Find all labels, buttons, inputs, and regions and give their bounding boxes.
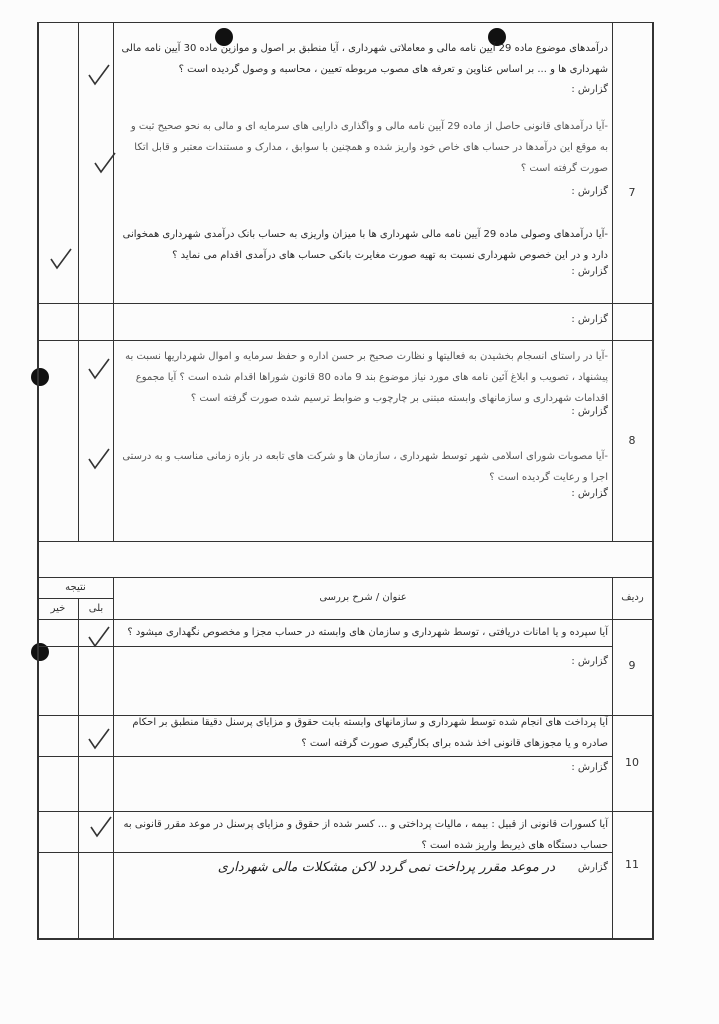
header-top: [37, 577, 654, 578]
row-9-split: [37, 646, 613, 647]
col-line-result-title-2: [113, 577, 114, 938]
section-11-handwritten-answer: در موعد مقرر پرداخت نمی گردد لاکن مشکلات مالی شهرداری: [217, 860, 555, 875]
checkmark-11: [88, 814, 114, 840]
section-7-question-2: -آیا درآمدهای قانونی حاصل از ماده 29 آیین نامه مالی و واگذاری دارایی های سرمایه ای و مالی به نحو صحیح ثبت و به موقع این درآمدها در حساب های خاص خود واریز شده و همچنین با سوابق ، مدارک و مستندات معتبر و قابل اتکا صورت گرفته است ؟: [130, 121, 608, 174]
section-8-question-1: -آیا در راستای انسجام بخشیدن به فعالیتها و نظارت صحیح بر حسن اداره و حفظ سرمایه و اموال شهرداریها نسبت به پیشنهاد ، تصویب و ابلاغ آئین نامه های مورد نیاز موضوع بند 9 ماده 80 قانون شوراها اقدام شده است ؟ آیا مجموع اقدامات شهرداری و سازمانهای وابسته مبتنی بر چارچوب و ضوابط ترسیم شده صورت گرفته است ؟: [125, 351, 608, 404]
header-no: خیر: [50, 603, 66, 614]
checkmark-7-2: [92, 150, 118, 176]
row-10-split: [37, 756, 613, 757]
section-8-report-1: گزارش :: [571, 406, 608, 417]
checkmark-8-2: [86, 446, 112, 472]
row-7-bottom: [37, 303, 654, 304]
section-7-question-3: -آیا درآمدهای وصولی ماده 29 آیین نامه مالی شهرداری ها با میزان واریزی به حساب بانک درآمدی شهرداری همخوانی دارد و در این خصوص شهرداری نسبت به تهیه صورت مغایرت بانکی حساب های درآمدی اقدام می نماید ؟: [122, 229, 608, 261]
section-7-report-3: گزارش :: [571, 266, 608, 277]
col-line-yes-no-2: [78, 598, 79, 938]
row-number-7: 7: [628, 186, 636, 199]
frame-right: [652, 22, 654, 940]
checkmark-9: [86, 624, 112, 650]
row-number-11: 11: [625, 858, 639, 871]
col-line-result-title: [113, 22, 114, 542]
col-line-yes-no: [78, 22, 79, 542]
section-10-question: آیا پرداخت های انجام شده توسط شهرداری و سازمانهای وابسته بابت حقوق و مزایای پرسنل دقیقا منطبق بر احکام صادره و یا مجوزهای قانونی اخذ شده برای بکارگیری صورت گرفته است ؟: [132, 717, 608, 749]
header-result-split: [37, 598, 114, 599]
header-yes: بلی: [88, 603, 104, 614]
header-result: نتیجه: [65, 582, 86, 593]
section-8-question-2: -آیا مصوبات شورای اسلامی شهر توسط شهرداری ، سازمان ها و شرکت های تابعه در بازه زمانی مناسب و به درستی اجرا و رعایت گردیده است ؟: [122, 451, 608, 483]
frame-top: [37, 22, 654, 23]
section-7-report-summary: گزارش :: [571, 314, 608, 325]
section-8-report-2: گزارش :: [571, 488, 608, 499]
section-7-question-1: درآمدهای موضوع ماده 29 آیین نامه مالی و معاملاتی شهرداری ، آیا منطبق بر اصول و موازین ماده 30 آیین نامه مالی شهرداری ها و ... بر اساس عناوین و تعرفه های مصوب مربوطه تعیین ، محاسبه و وصول گردیده است ؟: [121, 43, 608, 75]
header-row: ردیف: [621, 592, 644, 603]
row-10-bottom: [37, 811, 654, 812]
section-11-report: گزارش: [577, 862, 608, 873]
section-11-question: آیا کسورات قانونی از قبیل : بیمه ، مالیات پرداختی و ... کسر شده از حقوق و مزایای پرسنل در موعد مقرر قانونی به حساب دستگاه های ذیربط واریز شده است ؟: [123, 819, 608, 851]
row-7-report-bottom: [37, 340, 654, 341]
section-7-report-2: گزارش :: [571, 186, 608, 197]
checkmark-10: [86, 726, 112, 752]
col-line-title-row-2: [612, 577, 613, 938]
header-bottom: [37, 619, 654, 620]
row-number-9: 9: [628, 659, 636, 672]
frame-left: [37, 22, 39, 940]
row-8-bottom: [37, 541, 654, 542]
section-9-report: گزارش :: [571, 656, 608, 667]
header-title: عنوان / شرح بررسی: [319, 592, 407, 603]
frame-bottom: [37, 938, 654, 940]
section-7-report-1: گزارش :: [571, 84, 608, 95]
checkmark-7-3: [48, 246, 74, 272]
section-10-report: گزارش :: [571, 762, 608, 773]
checkmark-7-1: [86, 62, 112, 88]
punch-hole-left-upper: [31, 368, 49, 386]
checkmark-8-1: [86, 356, 112, 382]
col-line-title-row: [612, 22, 613, 542]
row-number-8: 8: [628, 434, 636, 447]
section-9-question: آیا سپرده و یا امانات دریافتی ، توسط شهرداری و سازمان های وابسته در حساب مجزا و مخصوص نگهداری میشود ؟: [127, 627, 608, 638]
row-number-10: 10: [625, 756, 639, 769]
